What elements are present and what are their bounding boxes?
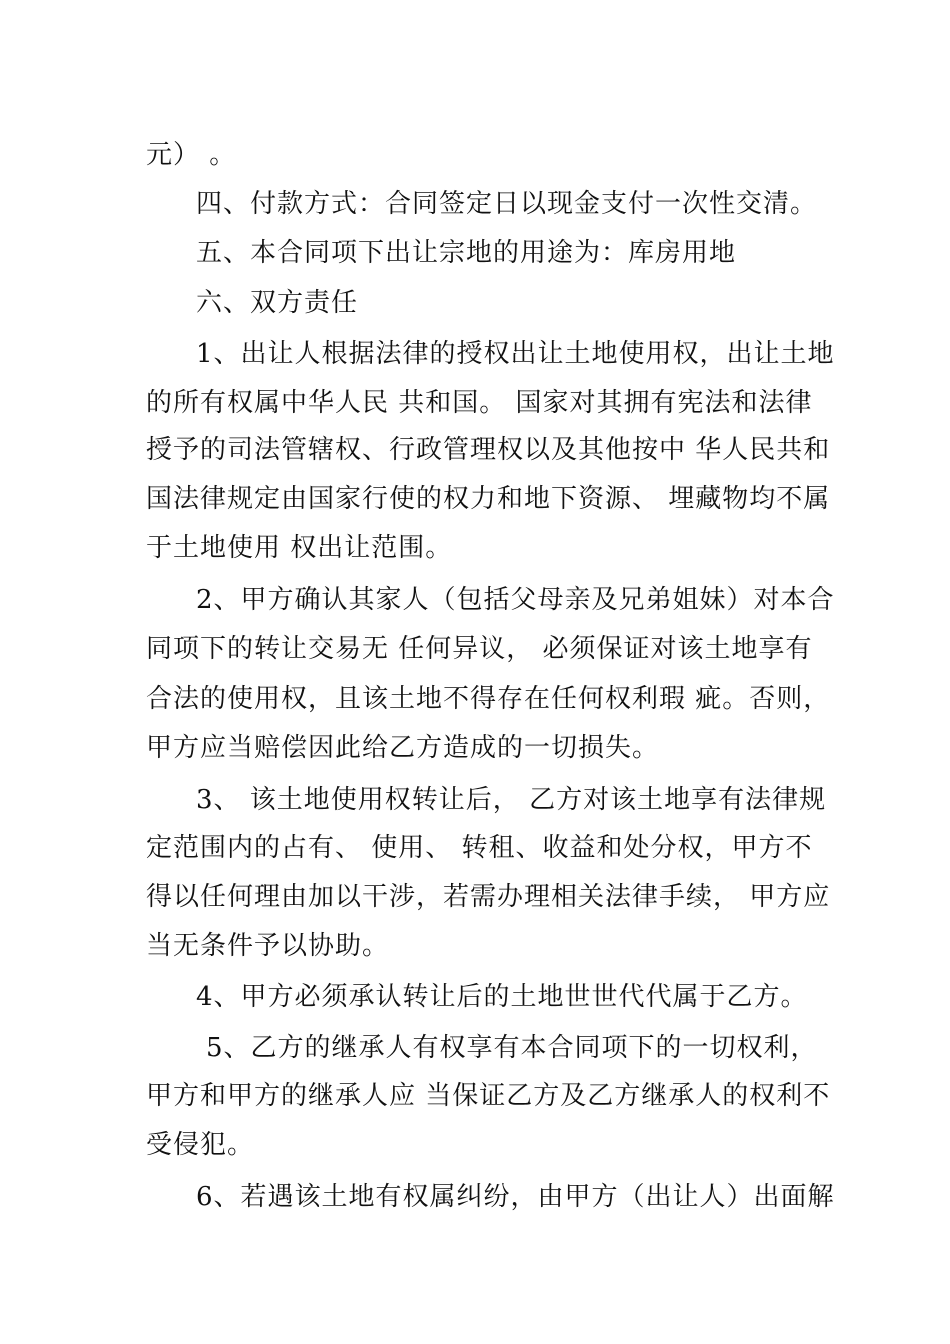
- clause-six-heading: 六、双方责任: [196, 288, 359, 318]
- text-line: 6、若遇该土地有权属纠纷，由甲方（出让人）出面解: [196, 1182, 835, 1212]
- text-line: 甲方和甲方的继承人应 当保证乙方及乙方继承人的权利不: [146, 1081, 831, 1111]
- text-line: 授予的司法管辖权、行政管理权以及其他按中 华人民共和: [146, 435, 831, 465]
- clause-five: 五、本合同项下出让宗地的用途为：库房用地: [196, 238, 737, 268]
- text-line: 2、甲方确认其家人（包括父母亲及兄弟姐妹）对本合: [196, 585, 835, 615]
- text-line: 元） 。: [146, 140, 237, 170]
- text-line: 甲方应当赔偿因此给乙方造成的一切损失。: [146, 733, 660, 763]
- text-line: 受侵犯。: [146, 1130, 255, 1160]
- text-line: 3、 该土地使用权转让后， 乙方对该土地享有法律规: [196, 785, 827, 815]
- clause-four: 四、付款方式：合同签定日以现金支付一次性交清。: [196, 189, 818, 219]
- text-line: 同项下的转让交易无 任何异议， 必须保证对该土地享有: [146, 634, 813, 664]
- text-line: 得以任何理由加以干涉，若需办理相关法律手续， 甲方应: [146, 882, 831, 912]
- text-line: 当无条件予以协助。: [146, 931, 390, 961]
- text-line: 合法的使用权，且该土地不得存在任何权利瑕 疵。否则，: [146, 684, 831, 714]
- text-line: 于土地使用 权出让范围。: [146, 533, 453, 563]
- text-line: 4、甲方必须承认转让后的土地世世代代属于乙方。: [196, 982, 808, 1012]
- text-line: 国法律规定由国家行使的权力和地下资源、 埋藏物均不属: [146, 484, 831, 514]
- text-line: 的所有权属中华人民 共和国。 国家对其拥有宪法和法律: [146, 388, 813, 418]
- text-line: 5、乙方的继承人有权享有本合同项下的一切权利，: [206, 1033, 818, 1063]
- text-line: 定范围内的占有、 使用、 转租、收益和处分权，甲方不: [146, 833, 813, 863]
- text-line: 1、出让人根据法律的授权出让土地使用权，出让土地: [196, 339, 835, 369]
